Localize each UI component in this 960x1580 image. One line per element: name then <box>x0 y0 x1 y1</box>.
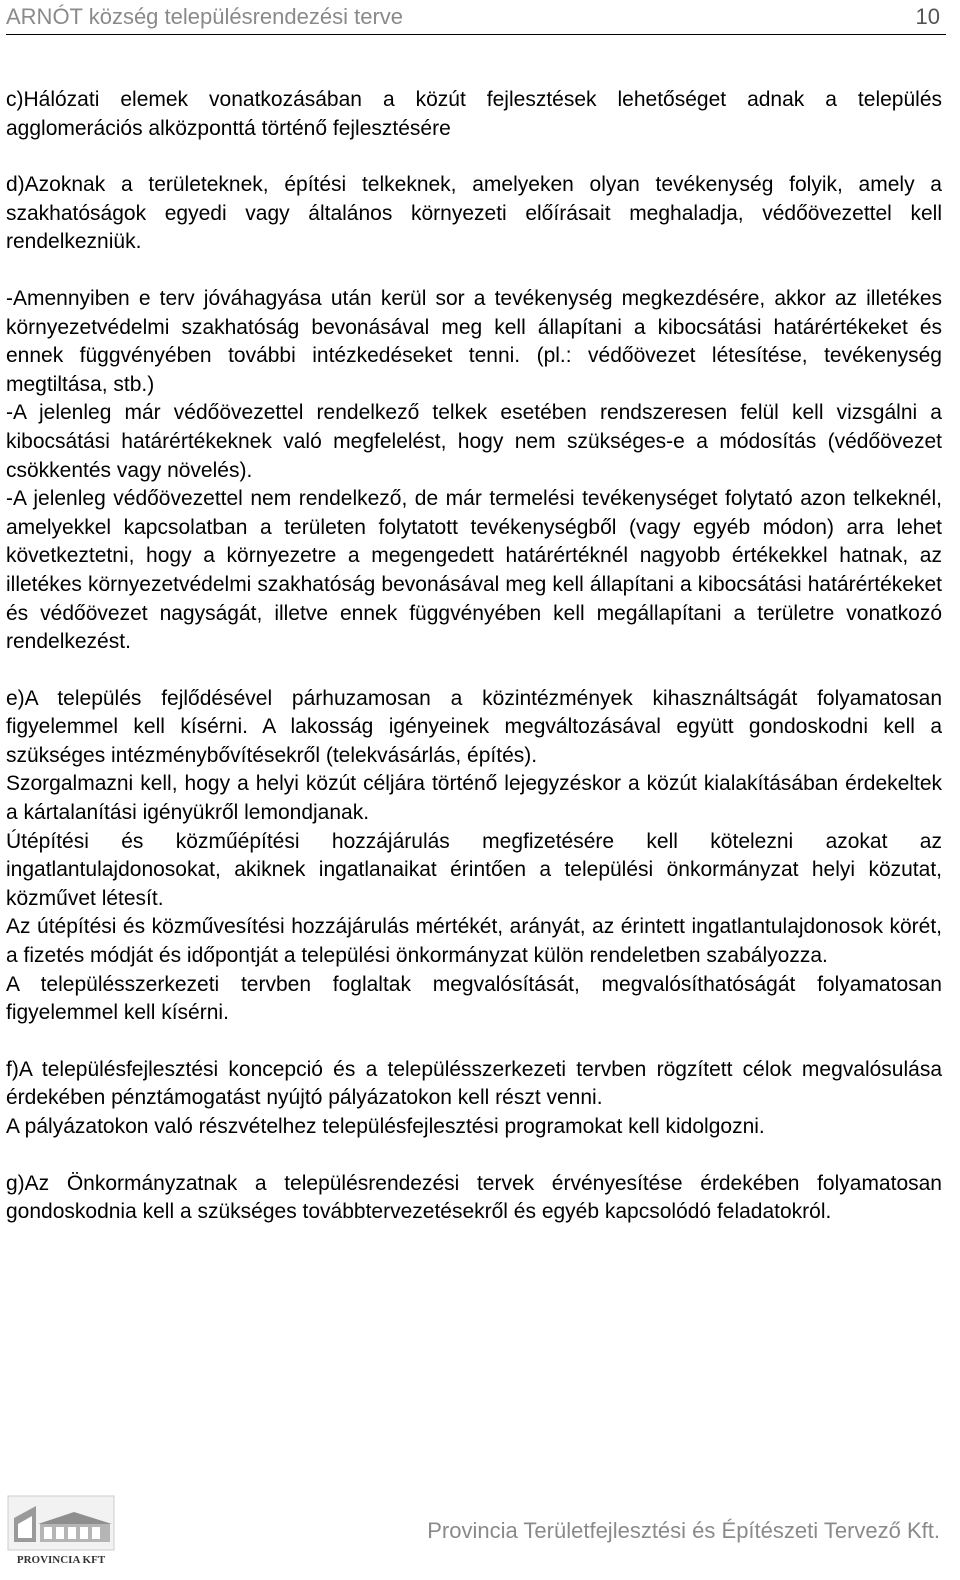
paragraph-f-2: A pályázatokon való részvételhez településfejlesztési programokat kell kidolgozni. <box>6 1115 765 1138</box>
paragraph-e-4: Az útépítési és közművesítési hozzájárulás mértékét, arányát, az érintett ingatlantulajdonosok körét, a fizetés módját és időpontját a települési önkormányzat külön rendeletben szabályozza. <box>6 915 942 968</box>
logo-building-icon <box>6 1494 116 1552</box>
page-number: 10 <box>915 4 940 29</box>
paragraph-d-item-1: -Amennyiben e terv jóváhagyása után kerül sor a tevékenység megkezdésére, akkor az illetékes környezetvédelmi szakhatóság bevonásával meg kell állapítani a kibocsátási határértékeket és ennek függvényében további intézkedéseket tenni. (pl.: védőövezet létesítése, tevékenység megtiltása, stb.) <box>6 286 942 396</box>
paragraph-e: e)A település fejlődésével párhuzamosan a közintézmények kihasználtságát folyamatosan figyelemmel kell kísérni. A lakosság igényeinek megváltozásával együtt gondoskodni kell a szükséges intézménybővítésekről (telekvásárlás, építés). <box>6 686 942 767</box>
paragraph-e-2: Szorgalmazni kell, hogy a helyi közút céljára történő lejegyzéskor a közút kialakításában érdekeltek a kártalanítási igényükről lemondjanak. <box>6 772 942 825</box>
logo-text: PROVINCIA KFT <box>16 1554 106 1566</box>
paragraph-f: f)A településfejlesztési koncepció és a településszerkezeti tervben rögzített célok megvalósulása érdekében pénztámogatást nyújtó pályázatokon kell részt venni. <box>6 1057 942 1110</box>
footer-company-name: Provincia Területfejlesztési és Építészeti Tervező Kft. <box>427 1518 940 1543</box>
paragraph-e-3: Útépítési és közműépítési hozzájárulás megfizetésére kell kötelezni azokat az ingatlantulajdonosokat, akiknek ingatlanaikat érintően a települési önkormányzat helyi közutat, közművet létesít. <box>6 829 942 910</box>
paragraph-d-item-3: -A jelenleg védőövezettel nem rendelkező, de már termelési tevékenységet folytató azon telkeknél, amelyekkel kapcsolatban a területen folytatott tevékenységből (vagy egyéb módon) arra lehet következtetni, hogy a környezetre a megengedett határértéknél nagyobb értékekkel hatnak, az illetékes környezetvédelmi szakhatóság bevonásával meg kell állapítani a kibocsátási határértékeket és védőövezet nagyságát, illetve ennek függvényében kell megállapítani a területre vonatkozó rendelkezést. <box>6 487 942 654</box>
paragraph-c: c)Hálózati elemek vonatkozásában a közút fejlesztések lehetőséget adnak a település agglomerációs alközponttá történő fejlesztésére <box>6 88 942 140</box>
paragraph-d-item-2: -A jelenleg már védőövezettel rendelkező telkek esetében rendszeresen felül kell vizsgálni a kibocsátási határértékeknek való megfelelést, hogy nem szükséges-e a módosítás (védőövezet csökkentés vagy növelés). <box>6 401 942 482</box>
company-logo <box>6 1494 116 1566</box>
paragraph-e-5: A településszerkezeti tervben foglaltak megvalósítását, megvalósíthatóságát folyamatosan figyelemmel kell kísérni. <box>6 972 942 1025</box>
document-body <box>6 86 942 1227</box>
document-title: ARNÓT község településrendezési terve <box>6 4 404 29</box>
paragraph-d: d)Azoknak a területeknek, építési telkeknek, amelyeken olyan tevékenység folyik, amely a szakhatóságok egyedi vagy általános környezeti előírásait meghaladja, védőövezettel kell rendelkezniük. <box>6 173 942 254</box>
paragraph-g: g)Az Önkormányzatnak a településrendezési tervek érvényesítése érdekében folyamatosan gondoskodnia kell a szükséges továbbtervezetésekről és egyéb kapcsolódó feladatokról. <box>6 1171 942 1224</box>
page-header <box>6 0 946 35</box>
